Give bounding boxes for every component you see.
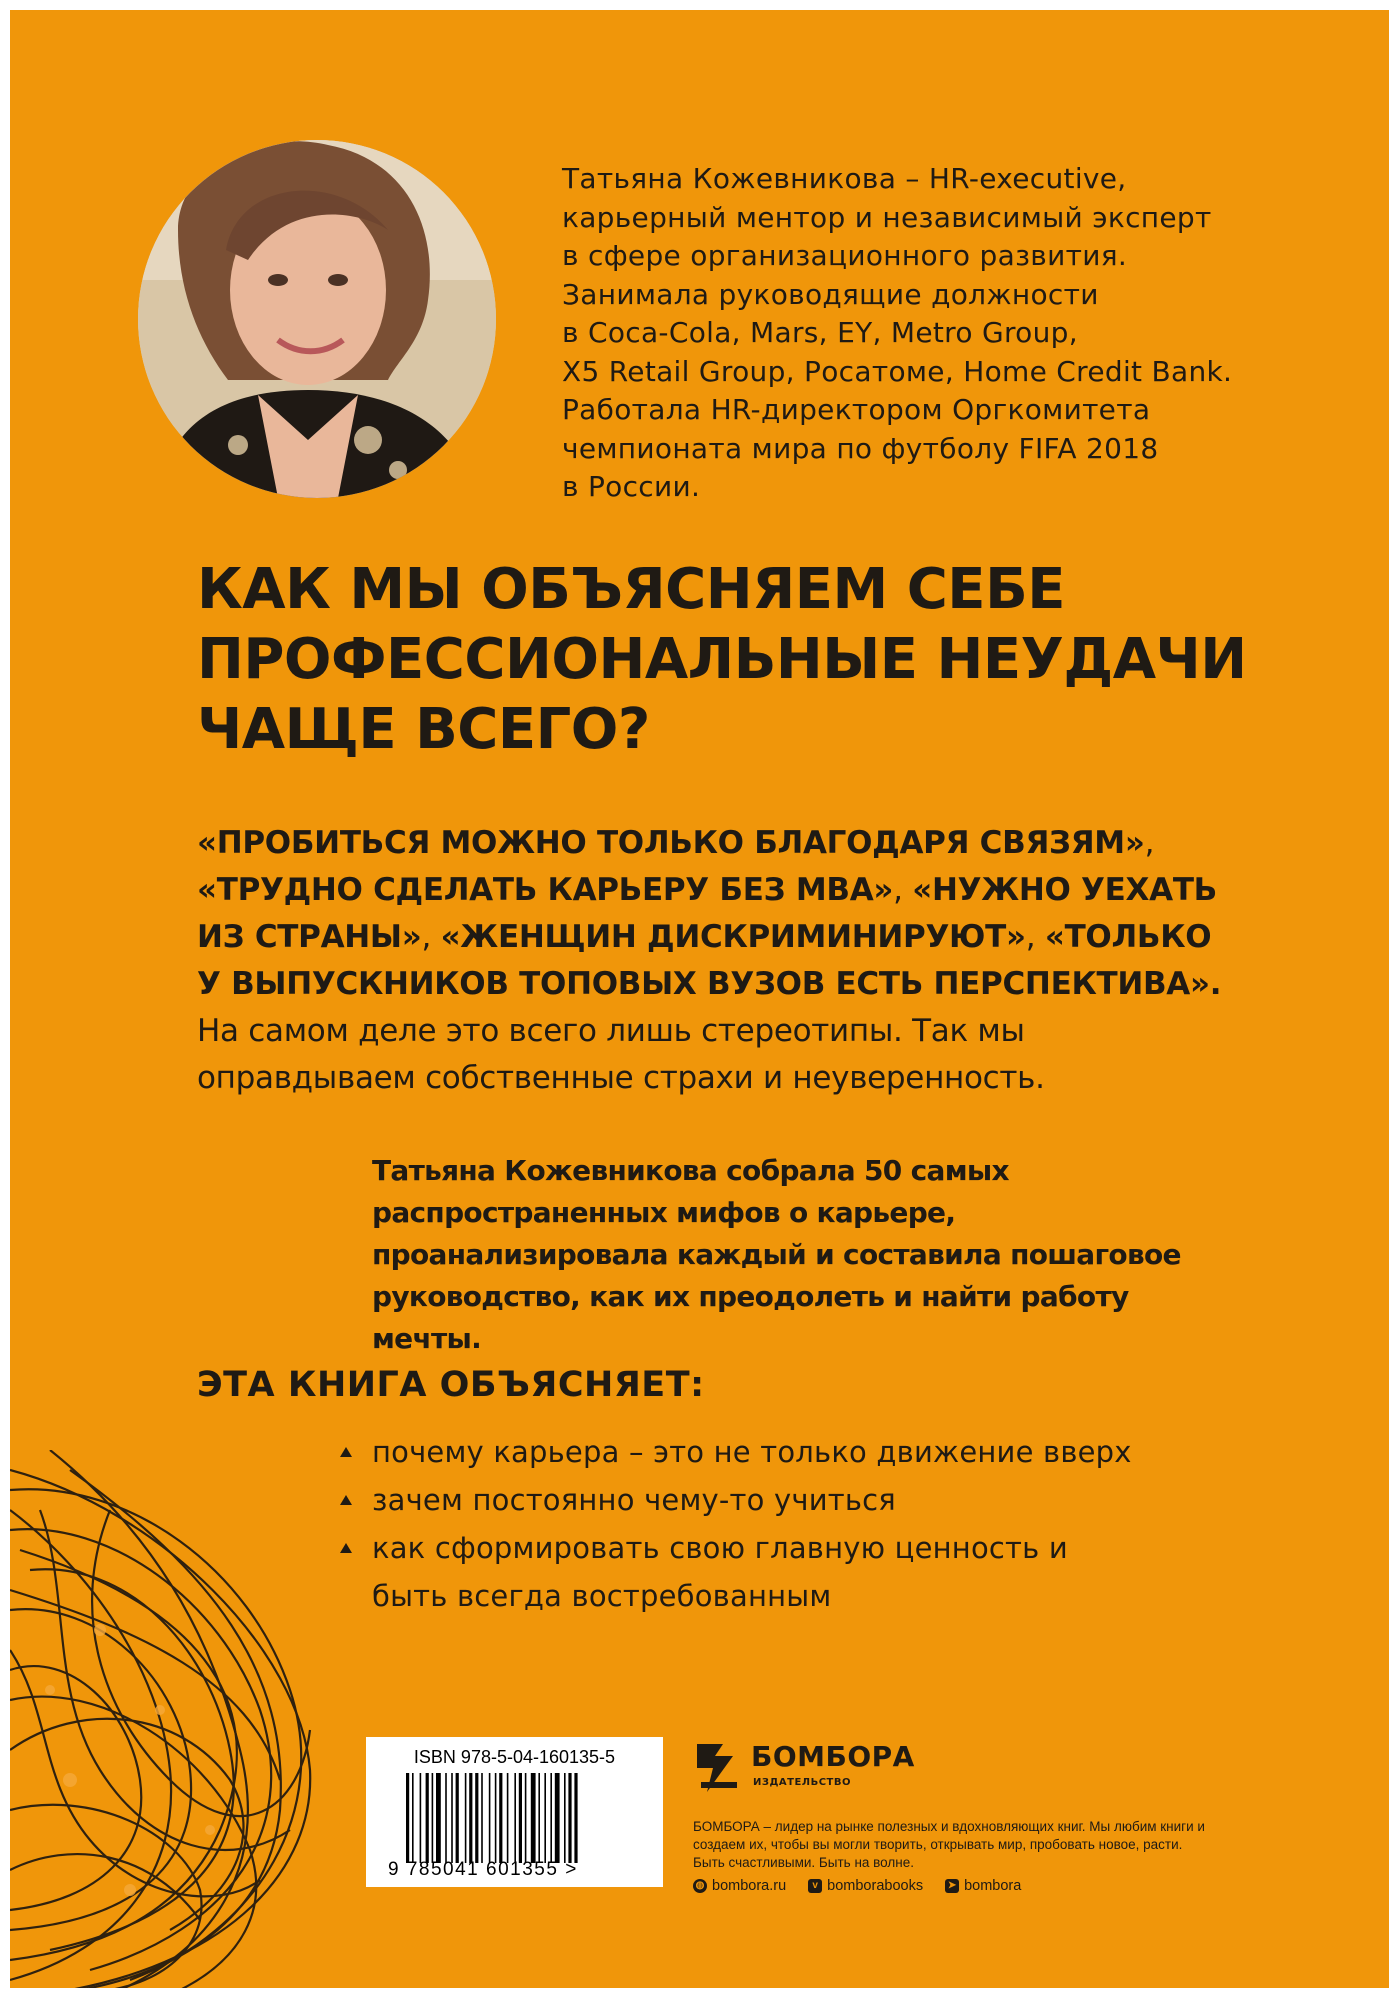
social-text: bombora.ru [712, 1878, 787, 1894]
book-summary: Татьяна Кожевникова собрала 50 самых распространенных мифов о карьере, проанализировала каждый и составила пошаговое руководство, как их преодолеть и найти работу мечты. [372, 1154, 1181, 1355]
bio-line: Занимала руководящие должности [562, 277, 1099, 311]
list-item [340, 1428, 1140, 1476]
headline [197, 555, 1317, 765]
publisher-description: БОМБОРА – лидер на рынке полезных и вдохновляющих книг. Мы любим книги и создаем их, чтобы вы могли творить, открывать мир, пробовать новое, расти. Быть счастливыми. Быть на волне. [693, 1819, 1205, 1870]
triangle-bullet-icon [340, 1447, 352, 1457]
bio-line: в России. [562, 470, 701, 503]
quote: «ТРУДНО СДЕЛАТЬ КАРЬЕРУ БЕЗ MBA» [197, 872, 894, 908]
quote-end: . [1209, 966, 1222, 1002]
social-link-vk[interactable] [808, 1878, 923, 1894]
bio-line: X5 Retail Group, Росатоме, Home Credit Bank. [562, 354, 1233, 388]
publisher-subtitle: ИЗДАТЕЛЬСТВО [753, 1777, 851, 1788]
quote-separator: , [893, 872, 913, 908]
social-text: bomborabooks [827, 1878, 924, 1894]
social-link-site[interactable] [693, 1878, 786, 1894]
quote: «ПРОБИТЬСЯ МОЖНО ТОЛЬКО БЛАГОДАРЯ СВЯЗЯМ» [197, 825, 1145, 861]
publisher-name: БОМБОРА [751, 1740, 915, 1773]
social-link-telegram[interactable] [945, 1878, 1021, 1894]
telegram-icon: ➤ [945, 1879, 959, 1893]
headline-line: КАК МЫ ОБЪЯСНЯЕМ СЕБЕ [197, 557, 1065, 622]
author-bio [562, 160, 1262, 507]
quote-separator: , [421, 919, 441, 955]
list-item [340, 1524, 1140, 1620]
quote-separator: , [1144, 825, 1155, 861]
list-item-text: почему карьера – это не только движение вверх [372, 1435, 1132, 1469]
stereotype-quotes [197, 820, 1237, 1102]
quote: «ЖЕНЩИН ДИСКРИМИНИРУЮТ» [440, 919, 1026, 955]
back-cover [10, 10, 1389, 1988]
isbn-label: ISBN 978-5-04-160135-5 [413, 1747, 616, 1767]
scribble-sphere-illustration [10, 1450, 330, 1988]
bio-line: чемпионата мира по футболу FIFA 2018 [562, 431, 1159, 465]
list-item-text: зачем постоянно чему-то учиться [372, 1483, 896, 1517]
headline-line: ЧАЩЕ ВСЕГО? [197, 697, 650, 762]
bio-line: Татьяна Кожевникова – HR-executive, [562, 162, 1127, 195]
social-text: bombora [964, 1878, 1022, 1894]
explains-title: ЭТА КНИГА ОБЪЯСНЯЕТ: [197, 1365, 705, 1405]
author-photo [138, 140, 496, 498]
bio-line: в сфере организационного развития. [562, 239, 1128, 272]
explains-list [340, 1428, 1140, 1620]
headline-line: ПРОФЕССИОНАЛЬНЫЕ НЕУДАЧИ [197, 627, 1247, 692]
quote-separator: , [1025, 919, 1045, 955]
triangle-bullet-icon [340, 1543, 352, 1553]
isbn-barcode-box [366, 1737, 663, 1887]
bio-line: Работала HR-директором Оргкомитета [562, 393, 1151, 426]
list-item-text: как сформировать свою главную ценность и быть всегда востребованным [372, 1531, 1068, 1613]
bio-line: карьерный ментор и независимый эксперт [562, 200, 1212, 234]
globe-icon: ◍ [693, 1879, 707, 1893]
isbn-digits: 9 785041 601355 > [388, 1859, 578, 1880]
bio-line: в Coca-Cola, Mars, EY, Metro Group, [562, 316, 1078, 349]
barcode-icon [406, 1773, 626, 1863]
quote: «НУЖНО УЕХАТЬ ИЗ СТРАНЫ» [197, 872, 1217, 955]
quotes-tail: На самом деле это всего лишь стереотипы. Так мы оправдываем собственные страхи и неуверенность. [197, 1013, 1045, 1096]
vk-icon: v [808, 1879, 822, 1893]
list-item [340, 1476, 1140, 1524]
author-portrait-illustration [138, 140, 496, 498]
triangle-bullet-icon [340, 1495, 352, 1505]
quote: «ТОЛЬКО У ВЫПУСКНИКОВ ТОПОВЫХ ВУЗОВ ЕСТЬ ПЕРСПЕКТИВА» [197, 919, 1212, 1002]
publisher-socials [693, 1878, 1021, 1894]
